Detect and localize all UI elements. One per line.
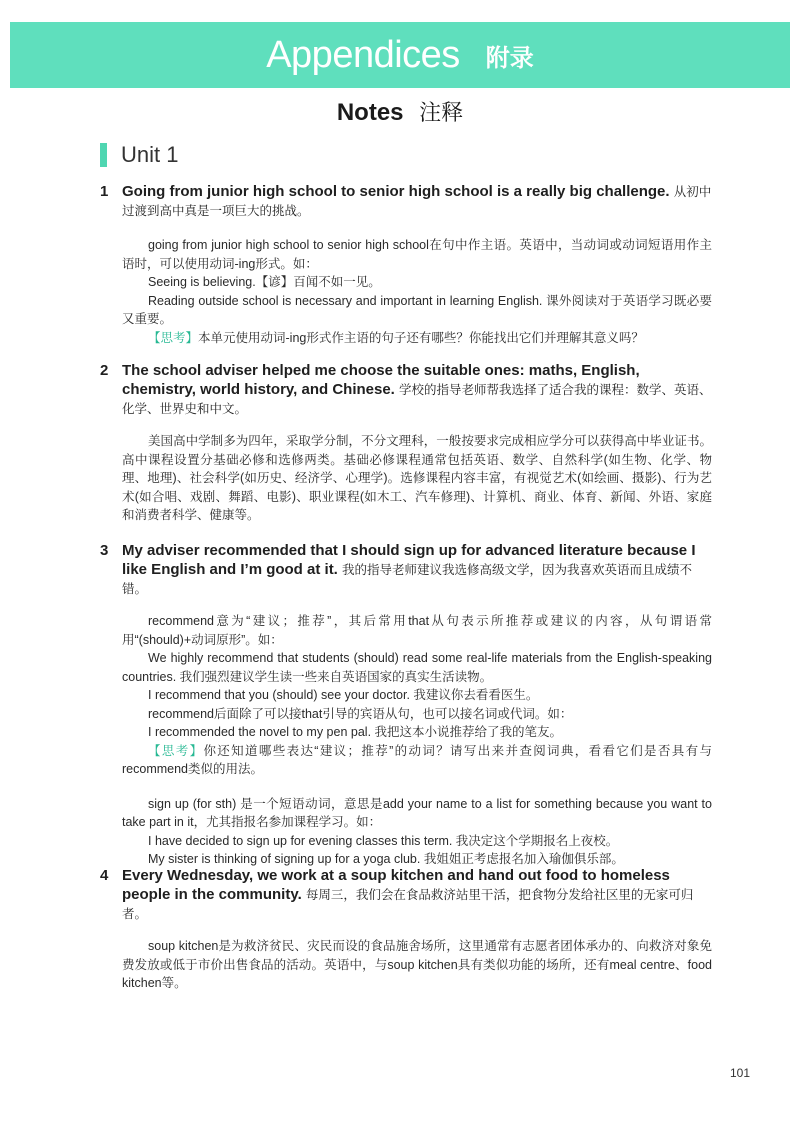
note-paragraph: My sister is thinking of signing up for a yoga club. 我姐姐正考虑报名加入瑜伽俱乐部。 (148, 852, 624, 866)
page-number: 101 (729, 1066, 750, 1080)
note-heading (100, 182, 712, 220)
think-text: 本单元使用动词-ing形式作主语的句子还有哪些？你能找出它们并理解其意义吗？ (198, 330, 644, 345)
note-paragraph: 美国高中学制多为四年，采取学分制，不分文理科，一般按要求完成相应学分可以获得高中毕业证书。高中课程设置分基础必修和选修两类。基础必修课程通常包括英语、数学、自然科学(如生物、化学、物理、地理)、社会科学(如历史、经济学、心理学)。选修课程内容丰富，有视觉艺术(如绘画、摄影)、行为艺术(如合唱、戏剧、舞蹈、电影)、职业课程(如木工、汽车修理)、计算机、商业、体育、新闻、外语、家庭和消费者科学、健康等。 (122, 434, 712, 522)
section-title (0, 96, 800, 127)
note-number: 1 (100, 183, 109, 200)
note-paragraph: sign up (for sth) 是一个短语动词，意思是add your name to a list for something because you want to take part in it，尤其指报名参加课程学习。如： (122, 796, 712, 829)
note-paragraph: I have decided to sign up for evening classes this term. 我决定这个学期报名上夜校。 (148, 833, 619, 848)
think-tag: 【思考】 (148, 743, 204, 758)
note-heading (100, 866, 712, 923)
note-heading-zh: 从初中过渡到高中真是一项巨大的挑战。 (122, 184, 712, 218)
note-body (122, 236, 712, 347)
note-body (122, 612, 712, 869)
note-heading-en: Going from junior high school to senior high school is a really big challenge. (122, 183, 670, 200)
note-number: 2 (100, 362, 109, 379)
section-title-zh: 注释 (419, 101, 464, 126)
note-heading-en: Every Wednesday, we work at a soup kitchen and hand out food to homeless people in the community. (122, 867, 670, 903)
note-paragraph: soup kitchen是为救济贫民、灾民而设的食品施舍场所，这里通常有志愿者团体承办的、向救济对象免费发放或低于市价出售食品的活动。英语中，与soup kitchen具有类似功能的场所，还有meal centre、food kitchen等。 (122, 939, 712, 990)
note-heading-zh: 学校的指导老师帮我选择了适合我的课程：数学、英语、化学、世界史和中文。 (122, 382, 712, 416)
think-paragraph (122, 329, 712, 348)
unit-label: Unit 1 (121, 142, 179, 167)
note-heading-en: The school adviser helped me choose the suitable ones: maths, English, chemistry, world history, and Chinese. (122, 362, 640, 398)
note-heading-zh: 每周三，我们会在食品救济站里干活，把食物分发给社区里的无家可归者。 (122, 887, 694, 921)
think-paragraph (122, 742, 712, 779)
note-number: 4 (100, 867, 109, 884)
note-paragraph: recommend后面除了可以接that引导的宾语从句，也可以接名词或代词。如： (148, 706, 573, 721)
note-paragraph: I recommended the novel to my pen pal. 我把这本小说推荐给了我的笔友。 (148, 725, 563, 739)
note-body (122, 937, 712, 993)
note-paragraph: Seeing is believing.【谚】百闻不如一见。 (148, 275, 381, 289)
note-paragraph: going from junior high school to senior high school在句中作主语。英语中，当动词或动词短语用作主语时，可以使用动词-ing形式。如： (122, 238, 712, 271)
banner-title-en: Appendices (266, 33, 460, 76)
note-heading-zh: 我的指导老师建议我选修高级文学，因为我喜欢英语而且成绩不错。 (122, 562, 693, 596)
banner-title-zh: 附录 (485, 43, 534, 72)
think-text: 你还知道哪些表达“建议；推荐”的动词？请写出来并查阅词典，看看它们是否具有与recommend类似的用法。 (122, 743, 712, 776)
unit-marker-bar (100, 143, 107, 167)
note-heading-en: My adviser recommended that I should sign up for advanced literature because I like English and I’m good at it. (122, 542, 696, 578)
note-number: 3 (100, 542, 109, 559)
note-item-1 (100, 182, 712, 347)
note-body (122, 432, 712, 525)
unit-heading (100, 142, 178, 168)
note-paragraph: We highly recommend that students (should) read some real-life materials from the English-speaking countries. 我们强烈建议学生读一些来自英语国家的真实生活读物。 (122, 651, 712, 684)
note-paragraph: I recommend that you (should) see your doctor. 我建议你去看看医生。 (148, 688, 539, 702)
note-item-4 (100, 866, 712, 993)
section-title-en: Notes (336, 99, 404, 126)
note-item-2 (100, 361, 712, 525)
note-item-3 (100, 541, 712, 869)
note-heading (100, 541, 712, 598)
note-heading (100, 361, 712, 418)
think-tag: 【思考】 (148, 330, 199, 345)
note-paragraph: recommend意为“建议；推荐”，其后常用that从句表示所推荐或建议的内容，从句谓语常用“(should)+动词原形”。如： (122, 614, 712, 647)
note-paragraph: Reading outside school is necessary and important in learning English. 课外阅读对于英语学习既必要又重要。 (122, 293, 712, 326)
appendices-banner (10, 22, 790, 88)
